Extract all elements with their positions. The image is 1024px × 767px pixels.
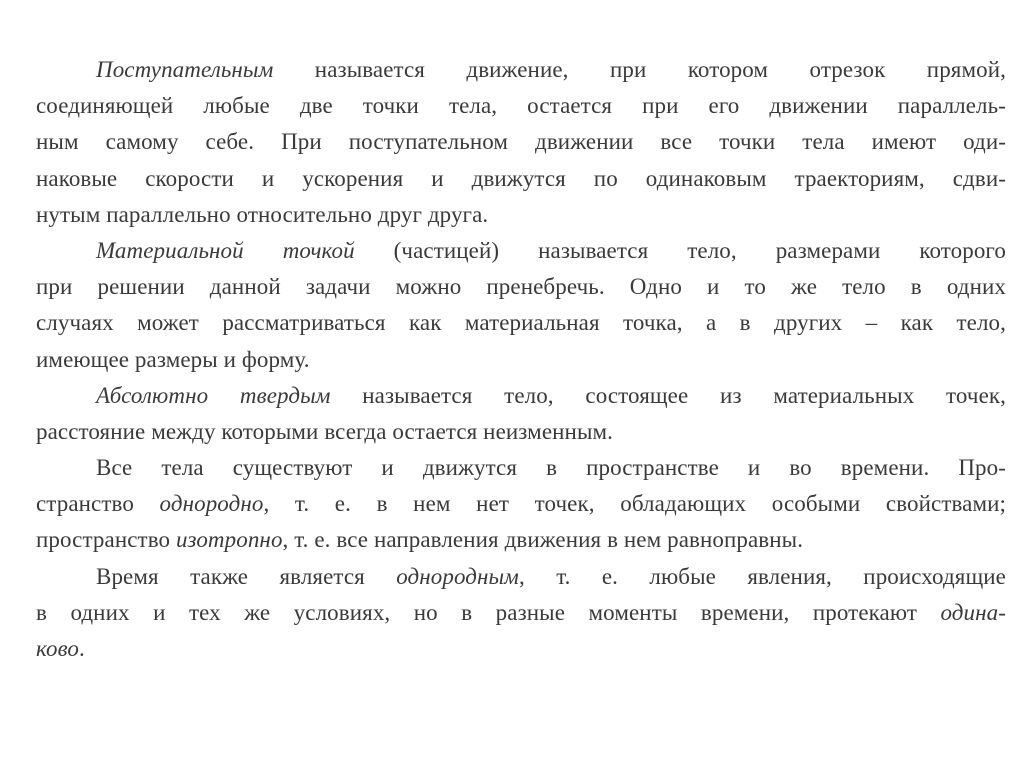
paragraph-line <box>36 522 1006 558</box>
text-run: расстояние между которыми всегда остается неизменным. <box>36 418 614 444</box>
paragraph-line <box>36 233 1006 269</box>
text-run: пространство <box>36 527 176 553</box>
text-run: , т. е. любые явления, происходящие <box>518 563 1006 589</box>
text-run: Все тела существуют и движутся в пространстве и во времени. Про- <box>96 455 1006 481</box>
paragraph-line <box>36 559 1006 595</box>
body-text <box>36 52 1006 667</box>
italic-term: Поступательным <box>96 57 274 82</box>
italic-term: однородным <box>396 563 519 589</box>
italic-term: Материальной точкой <box>96 237 355 263</box>
italic-term: изотропно <box>175 527 283 553</box>
paragraph-line <box>36 305 1006 341</box>
text-run: нутым параллельно относительно друг друга. <box>36 201 489 227</box>
text-run: , т. е. все направления движения в нем равноправны. <box>282 527 804 553</box>
paragraph-line <box>36 124 1006 160</box>
text-run: , т. е. в нем нет точек, обладающих особыми свойствами; <box>263 491 1006 517</box>
text-run: . <box>78 636 85 661</box>
paragraph-line <box>36 197 1006 233</box>
paragraph-line <box>36 269 1006 305</box>
text-run: называется тело, состоящее из материальных точек, <box>330 382 1006 408</box>
italic-term: Абсолютно твердым <box>96 382 331 408</box>
text-run: наковые скорости и ускорения и движутся по одинаковым траекториям, сдви- <box>36 165 1006 191</box>
text-run: имеющее размеры и форму. <box>36 346 310 372</box>
paragraph-line <box>36 486 1006 522</box>
text-run: Время также является <box>96 563 397 589</box>
italic-term: одина- <box>940 599 1006 625</box>
paragraph-line <box>36 631 1006 667</box>
paragraph-line <box>36 52 1006 88</box>
paragraph-line <box>36 88 1006 124</box>
paragraph-line <box>36 414 1006 450</box>
paragraph-line <box>36 450 1006 486</box>
italic-term: однородно <box>159 491 264 517</box>
italic-term: ково <box>36 636 79 661</box>
text-run: называется движение, при котором отрезок прямой, <box>273 57 1006 82</box>
paragraph-line <box>36 595 1006 631</box>
paragraph-line <box>36 378 1006 414</box>
paragraph-line <box>36 161 1006 197</box>
paragraph-line <box>36 342 1006 378</box>
text-run: странство <box>36 491 160 517</box>
text-run: в одних и тех же условиях, но в разные моменты времени, протекают <box>36 599 941 625</box>
text-run: соединяющей любые две точки тела, остается при его движении параллель- <box>36 93 1006 119</box>
text-run: случаях может рассматриваться как материальная точка, а в других – как тело, <box>36 310 1006 336</box>
text-run: при решении данной задачи можно пренебречь. Одно и то же тело в одних <box>36 274 1006 300</box>
text-run: (частицей) называется тело, размерами которого <box>354 237 1006 263</box>
text-run: ным самому себе. При поступательном движении все точки тела имеют оди- <box>36 129 1006 155</box>
